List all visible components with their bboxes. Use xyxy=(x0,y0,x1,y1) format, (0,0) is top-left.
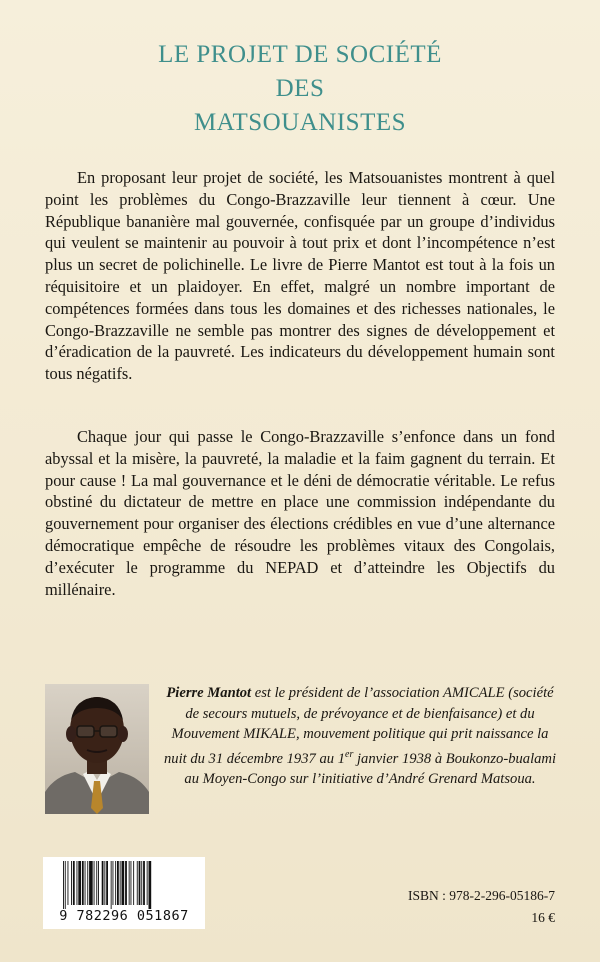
barcode-bar xyxy=(137,861,138,905)
blurb-paragraph-2: Chaque jour qui passe le Congo-Brazzaville s’enfonce dans un fond abyssal et la misère, la pauvreté, la maladie et la faim gagnent du terrain. Et pour cause ! La mal gouvernance et le déni de démocratie véritable. Le refus obstiné du dictateur de mettre en place une commission indépendante du gouvernement pour organiser des élections crédibles en vue d’une alternance démocratique empêche de résoudre les problèmes vitaux des Congolais, d’exécuter le programme du NEPAD et d’atteindre les Objectifs du millénaire. xyxy=(45,427,555,599)
blurb-paragraph-1: En proposant leur projet de société, les Matsouanistes montrent à quel point les problèmes du Congo-Brazzaville leur tiennent à cœur. Une République bananière mal gouvernée, confisquée par un groupe d’individus qui veulent se maintenir au pouvoir à tout prix et dont l’incompétence n’est plus un secret de polichinelle. Le livre de Pierre Mantot est tout à la fois un réquisitoire et un plaidoyer. En effet, malgré un nombre important de compétences formées dans tous les domaines et des richesses nationales, le Congo-Brazzaville ne semble pas montrer des signes de développement et d’éradication de la pauvreté. Les indicateurs du développement humain sont tous négatifs. xyxy=(45,168,555,384)
barcode-bar xyxy=(147,861,148,905)
barcode-icon xyxy=(63,861,185,909)
barcode-bar xyxy=(73,861,75,905)
barcode-bar xyxy=(106,861,108,905)
barcode-bar xyxy=(111,861,112,909)
barcode-bar xyxy=(133,861,134,905)
barcode-bar xyxy=(149,861,152,909)
barcode-bar xyxy=(82,861,84,905)
barcode-bar xyxy=(115,861,116,905)
author-name: Pierre Mantot xyxy=(166,685,252,701)
barcode-bar xyxy=(68,861,69,905)
barcode-bar xyxy=(131,861,132,905)
barcode-bar xyxy=(125,861,127,905)
title-line-2: DES xyxy=(275,75,325,102)
barcode-bar xyxy=(143,861,145,905)
barcode-bar xyxy=(117,861,119,905)
book-title xyxy=(0,38,600,140)
barcode-bar xyxy=(104,861,105,905)
author-portrait-icon xyxy=(45,684,149,814)
author-bio-text: est le président de l’association AMICALE (société de secours mutuels, de prévoyance et de bienfaisance) et du Mouvement MIKALE, mouvement politique qui prit naissance la nuit du 31 décembre 1937 au 1 xyxy=(163,685,554,767)
title-line-3: MATSOUANISTES xyxy=(193,109,407,136)
isbn: ISBN : 978-2-296-05186-7 xyxy=(408,888,555,903)
barcode-number: 9 782296 051867 xyxy=(59,908,189,924)
barcode-bar xyxy=(96,861,97,905)
barcode-bar xyxy=(77,861,78,905)
barcode-bar xyxy=(87,861,88,905)
author-bio xyxy=(162,683,558,790)
author-photo xyxy=(45,684,149,814)
author-bio-superscript: er xyxy=(345,748,354,760)
barcode-bar xyxy=(85,861,86,905)
barcode-bar xyxy=(65,861,66,909)
barcode-bar xyxy=(139,861,141,905)
barcode-bar xyxy=(78,861,81,905)
barcode-bar xyxy=(141,861,142,905)
barcode xyxy=(43,857,205,929)
barcode-bar xyxy=(89,861,93,905)
barcode-bar xyxy=(122,861,125,905)
barcode-bar xyxy=(94,861,95,905)
barcode-bar xyxy=(120,861,121,905)
barcode-bar xyxy=(113,861,114,905)
barcode-bar xyxy=(102,861,104,905)
barcode-bar xyxy=(129,861,130,905)
title-line-1: LE PROJET DE SOCIÉTÉ xyxy=(158,41,442,68)
author-bio-text-end: janvier 1938 à Boukonzo-bualami au Moyen-Congo sur l’initiative d’André Grenard Matsoua. xyxy=(184,750,557,788)
price: 16 € xyxy=(531,910,555,925)
barcode-bar xyxy=(63,861,64,909)
barcode-bar xyxy=(71,861,72,905)
barcode-bar xyxy=(98,861,99,905)
